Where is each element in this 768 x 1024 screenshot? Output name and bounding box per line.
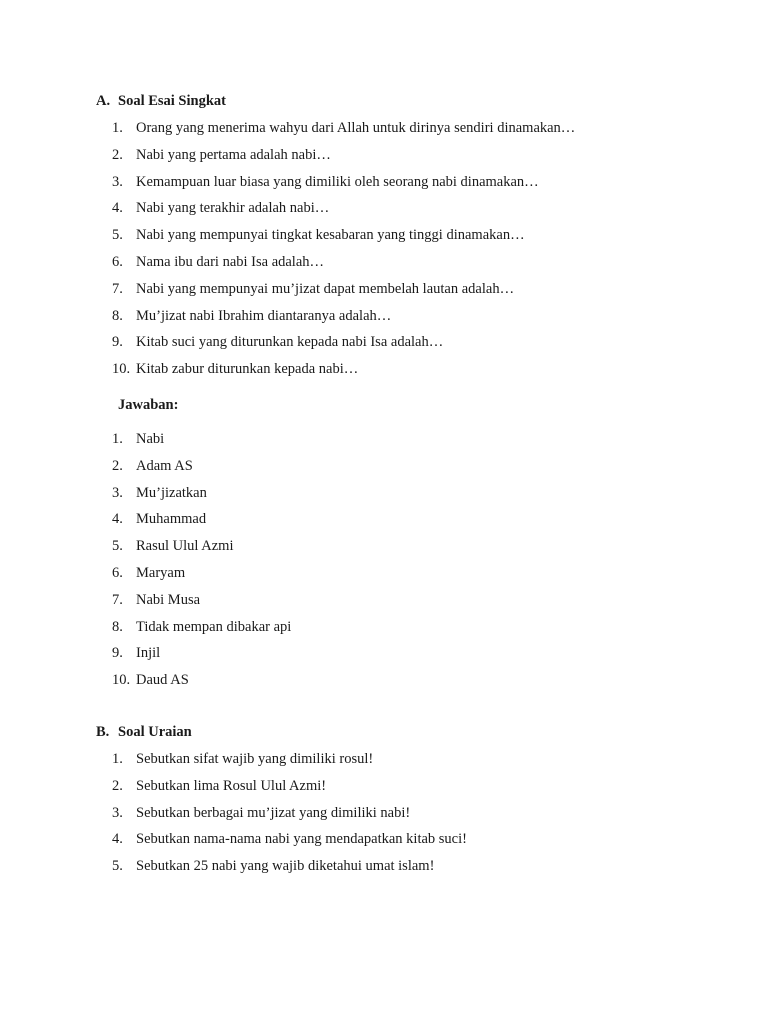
item-text: Injil <box>136 645 161 662</box>
item-text: Nabi yang pertama adalah nabi… <box>136 146 331 163</box>
item-number: 10. <box>112 361 131 378</box>
item-text: Kitab suci yang diturunkan kepada nabi Isa adalah… <box>136 334 444 351</box>
item-number: 8. <box>112 618 123 635</box>
item-text: Mu’jizat nabi Ibrahim diantaranya adalah… <box>136 307 392 324</box>
item-text: Nabi yang mempunyai tingkat kesabaran yang tinggi dinamakan… <box>136 227 525 244</box>
item-number: 6. <box>112 253 123 270</box>
item-text: Nabi yang terakhir adalah nabi… <box>136 200 330 217</box>
section-b-title: Soal Uraian <box>118 724 192 740</box>
section-a-heading <box>96 93 226 110</box>
item-text: Kemampuan luar biasa yang dimiliki oleh seorang nabi dinamakan… <box>136 173 539 190</box>
item-number: 8. <box>112 307 123 324</box>
section-a-title: Soal Esai Singkat <box>118 93 226 109</box>
item-number: 3. <box>112 484 123 501</box>
section-a-letter: A. <box>96 93 111 109</box>
item-text: Kitab zabur diturunkan kepada nabi… <box>136 361 359 378</box>
item-text: Adam AS <box>136 457 193 474</box>
item-text: Nabi yang mempunyai mu’jizat dapat membelah lautan adalah… <box>136 280 515 297</box>
section-b-heading <box>96 724 192 741</box>
item-number: 9. <box>112 334 123 351</box>
item-number: 5. <box>112 858 123 875</box>
answers-heading: Jawaban: <box>118 397 179 413</box>
item-text: Muhammad <box>136 511 207 528</box>
item-text: Mu’jizatkan <box>136 484 207 501</box>
item-number: 7. <box>112 591 123 608</box>
item-text: Sebutkan lima Rosul Ulul Azmi! <box>136 777 327 794</box>
item-text: Sebutkan nama-nama nabi yang mendapatkan kitab suci! <box>136 831 467 848</box>
item-text: Maryam <box>136 564 186 581</box>
item-number: 3. <box>112 173 123 190</box>
item-number: 4. <box>112 511 123 528</box>
item-number: 9. <box>112 645 123 662</box>
item-text: Orang yang menerima wahyu dari Allah untuk dirinya sendiri dinamakan… <box>136 120 576 136</box>
item-number: 5. <box>112 538 123 555</box>
item-number: 4. <box>112 200 123 217</box>
item-number: 2. <box>112 457 123 474</box>
item-number: 10. <box>112 672 131 689</box>
item-number: 1. <box>112 751 123 767</box>
item-number: 6. <box>112 564 123 581</box>
item-text: Nabi <box>136 431 165 447</box>
item-text: Nabi Musa <box>136 591 201 608</box>
item-text: Sebutkan berbagai mu’jizat yang dimiliki nabi! <box>136 804 411 821</box>
item-text: Sebutkan 25 nabi yang wajib diketahui umat islam! <box>136 858 435 875</box>
item-number: 2. <box>112 777 123 794</box>
item-text: Nama ibu dari nabi Isa adalah… <box>136 253 325 270</box>
item-text: Rasul Ulul Azmi <box>136 538 234 555</box>
item-text: Daud AS <box>136 672 189 689</box>
item-number: 3. <box>112 804 123 821</box>
item-number: 5. <box>112 227 123 244</box>
item-number: 1. <box>112 120 123 136</box>
item-text: Sebutkan sifat wajib yang dimiliki rosul! <box>136 751 374 767</box>
section-b-letter: B. <box>96 724 110 740</box>
item-number: 1. <box>112 431 123 447</box>
item-text: Tidak mempan dibakar api <box>136 618 292 635</box>
item-number: 4. <box>112 831 123 848</box>
item-number: 2. <box>112 146 123 163</box>
item-number: 7. <box>112 280 123 297</box>
